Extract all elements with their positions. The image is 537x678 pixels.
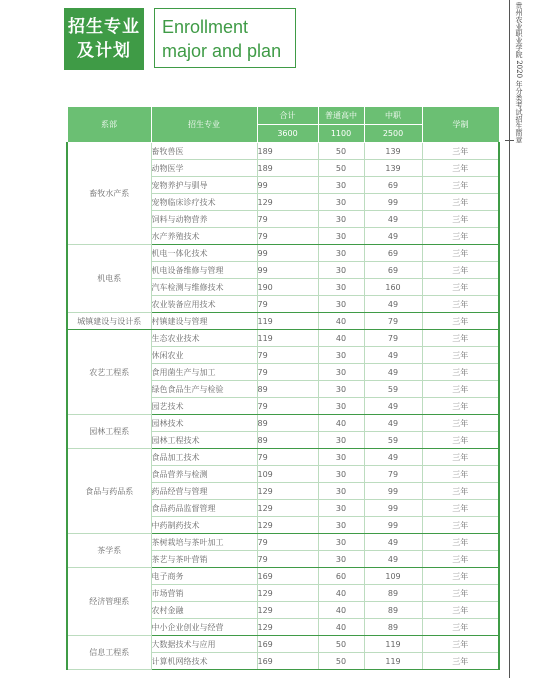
- duration-cell: 三年: [422, 534, 499, 551]
- secondary-cell: 119: [364, 636, 422, 653]
- total-cell: 119: [257, 330, 318, 347]
- secondary-cell: 139: [364, 143, 422, 160]
- table-row: [67, 245, 499, 262]
- general-cell: 40: [318, 602, 364, 619]
- side-divider: [509, 0, 510, 678]
- total-cell: 79: [257, 398, 318, 415]
- major-cell: 休闲农业: [151, 347, 257, 364]
- secondary-cell: 89: [364, 619, 422, 636]
- general-cell: 30: [318, 279, 364, 296]
- table-row: [67, 313, 499, 330]
- general-cell: 40: [318, 415, 364, 432]
- dept-cell: 茶学系: [67, 534, 151, 568]
- header-major: 招生专业: [151, 107, 257, 143]
- secondary-cell: 99: [364, 500, 422, 517]
- major-cell: 中药制药技术: [151, 517, 257, 534]
- duration-cell: 三年: [422, 330, 499, 347]
- dept-cell: 信息工程系: [67, 636, 151, 670]
- duration-cell: 三年: [422, 262, 499, 279]
- general-cell: 40: [318, 585, 364, 602]
- major-cell: 饲料与动物营养: [151, 211, 257, 228]
- major-cell: 水产养殖技术: [151, 228, 257, 245]
- general-cell: 50: [318, 143, 364, 160]
- secondary-cell: 49: [364, 211, 422, 228]
- secondary-cell: 49: [364, 364, 422, 381]
- major-cell: 食品加工技术: [151, 449, 257, 466]
- major-cell: 畜牧兽医: [151, 143, 257, 160]
- total-cell: 129: [257, 585, 318, 602]
- general-cell: 30: [318, 466, 364, 483]
- major-cell: 农村金融: [151, 602, 257, 619]
- general-cell: 30: [318, 177, 364, 194]
- total-cell: 169: [257, 653, 318, 670]
- total-cell: 79: [257, 347, 318, 364]
- secondary-cell: 49: [364, 449, 422, 466]
- general-cell: 30: [318, 449, 364, 466]
- dept-cell: 机电系: [67, 245, 151, 313]
- secondary-cell: 49: [364, 415, 422, 432]
- table-row: [67, 143, 499, 160]
- duration-cell: 三年: [422, 313, 499, 330]
- title-english-line1: Enrollment: [162, 17, 249, 37]
- total-cell: 89: [257, 415, 318, 432]
- general-cell: 30: [318, 483, 364, 500]
- total-cell: 190: [257, 279, 318, 296]
- duration-cell: 三年: [422, 160, 499, 177]
- table-header: [67, 107, 499, 143]
- major-cell: 园林技术: [151, 415, 257, 432]
- header-dept: 系部: [67, 107, 151, 143]
- major-cell: 大数据技术与应用: [151, 636, 257, 653]
- general-cell: 30: [318, 551, 364, 568]
- secondary-cell: 59: [364, 381, 422, 398]
- major-cell: 食品药品监督管理: [151, 500, 257, 517]
- secondary-cell: 139: [364, 160, 422, 177]
- secondary-cell: 79: [364, 466, 422, 483]
- secondary-cell: 69: [364, 262, 422, 279]
- duration-cell: 三年: [422, 483, 499, 500]
- dept-cell: 农艺工程系: [67, 330, 151, 415]
- total-cell: 109: [257, 466, 318, 483]
- duration-cell: 三年: [422, 466, 499, 483]
- general-cell: 50: [318, 636, 364, 653]
- duration-cell: 三年: [422, 500, 499, 517]
- secondary-cell: 49: [364, 347, 422, 364]
- total-cell: 89: [257, 432, 318, 449]
- title-chinese-line2: 及计划: [77, 41, 131, 61]
- general-cell: 30: [318, 245, 364, 262]
- secondary-cell: 160: [364, 279, 422, 296]
- enrollment-table: [66, 106, 500, 670]
- table-row: [67, 449, 499, 466]
- total-cell: 79: [257, 296, 318, 313]
- major-cell: 宠物临床诊疗技术: [151, 194, 257, 211]
- secondary-cell: 79: [364, 313, 422, 330]
- duration-cell: 三年: [422, 279, 499, 296]
- general-cell: 40: [318, 330, 364, 347]
- secondary-cell: 89: [364, 602, 422, 619]
- dept-cell: 城镇建设与设计系: [67, 313, 151, 330]
- major-cell: 汽车检测与维修技术: [151, 279, 257, 296]
- secondary-cell: 89: [364, 585, 422, 602]
- general-cell: 30: [318, 262, 364, 279]
- duration-cell: 三年: [422, 347, 499, 364]
- header-general: 普通高中: [318, 107, 364, 125]
- general-cell: 30: [318, 228, 364, 245]
- total-cell: 129: [257, 602, 318, 619]
- secondary-cell: 69: [364, 245, 422, 262]
- general-cell: 50: [318, 653, 364, 670]
- total-cell: 79: [257, 534, 318, 551]
- total-cell: 189: [257, 160, 318, 177]
- header-secondary: 中职: [364, 107, 422, 125]
- major-cell: 市场营销: [151, 585, 257, 602]
- table-row: [67, 636, 499, 653]
- dept-cell: 经济管理系: [67, 568, 151, 636]
- duration-cell: 三年: [422, 585, 499, 602]
- secondary-cell: 59: [364, 432, 422, 449]
- major-cell: 机电设备维修与管理: [151, 262, 257, 279]
- total-cell: 99: [257, 177, 318, 194]
- major-cell: 食用菌生产与加工: [151, 364, 257, 381]
- secondary-cell: 109: [364, 568, 422, 585]
- table-body: [67, 143, 499, 670]
- duration-cell: 三年: [422, 228, 499, 245]
- major-cell: 生态农业技术: [151, 330, 257, 347]
- secondary-cell: 49: [364, 551, 422, 568]
- major-cell: 农业装备应用技术: [151, 296, 257, 313]
- general-cell: 30: [318, 296, 364, 313]
- total-cell: 79: [257, 364, 318, 381]
- general-cell: 30: [318, 194, 364, 211]
- major-cell: 茶树栽培与茶叶加工: [151, 534, 257, 551]
- table-row: [67, 534, 499, 551]
- major-cell: 村镇建设与管理: [151, 313, 257, 330]
- duration-cell: 三年: [422, 245, 499, 262]
- major-cell: 茶艺与茶叶营销: [151, 551, 257, 568]
- title-english-line2: major and plan: [162, 41, 282, 61]
- duration-cell: 三年: [422, 415, 499, 432]
- header-total: 合计: [257, 107, 318, 125]
- secondary-cell: 99: [364, 517, 422, 534]
- title-chinese: [64, 8, 144, 70]
- major-cell: 园林工程技术: [151, 432, 257, 449]
- duration-cell: 三年: [422, 398, 499, 415]
- duration-cell: 三年: [422, 432, 499, 449]
- secondary-cell: 99: [364, 194, 422, 211]
- table-row: [67, 415, 499, 432]
- total-cell: 79: [257, 228, 318, 245]
- total-cell: 79: [257, 449, 318, 466]
- general-cell: 30: [318, 211, 364, 228]
- major-cell: 动物医学: [151, 160, 257, 177]
- duration-cell: 三年: [422, 177, 499, 194]
- general-cell: 30: [318, 432, 364, 449]
- general-cell: 50: [318, 160, 364, 177]
- side-running-title: 贵州农业职业学院 2020 年分类考试招生简章: [515, 2, 523, 144]
- duration-cell: 三年: [422, 381, 499, 398]
- major-cell: 机电一体化技术: [151, 245, 257, 262]
- major-cell: 宠物养护与驯导: [151, 177, 257, 194]
- total-cell: 79: [257, 211, 318, 228]
- general-cell: 30: [318, 534, 364, 551]
- header-total-count: 3600: [257, 125, 318, 143]
- general-cell: 30: [318, 398, 364, 415]
- general-cell: 30: [318, 517, 364, 534]
- general-cell: 40: [318, 313, 364, 330]
- general-cell: 30: [318, 364, 364, 381]
- table-row: [67, 330, 499, 347]
- total-cell: 169: [257, 568, 318, 585]
- duration-cell: 三年: [422, 619, 499, 636]
- total-cell: 129: [257, 483, 318, 500]
- total-cell: 129: [257, 619, 318, 636]
- duration-cell: 三年: [422, 551, 499, 568]
- duration-cell: 三年: [422, 568, 499, 585]
- total-cell: 99: [257, 245, 318, 262]
- major-cell: 食品营养与检测: [151, 466, 257, 483]
- major-cell: 园艺技术: [151, 398, 257, 415]
- secondary-cell: 119: [364, 653, 422, 670]
- dept-cell: 畜牧水产系: [67, 143, 151, 245]
- total-cell: 129: [257, 194, 318, 211]
- general-cell: 60: [318, 568, 364, 585]
- duration-cell: 三年: [422, 143, 499, 160]
- duration-cell: 三年: [422, 194, 499, 211]
- title-chinese-line1: 招生专业: [68, 17, 140, 37]
- secondary-cell: 49: [364, 228, 422, 245]
- duration-cell: 三年: [422, 296, 499, 313]
- secondary-cell: 79: [364, 330, 422, 347]
- total-cell: 89: [257, 381, 318, 398]
- duration-cell: 三年: [422, 449, 499, 466]
- header-duration: 学制: [422, 107, 499, 143]
- table-row: [67, 568, 499, 585]
- general-cell: 30: [318, 347, 364, 364]
- major-cell: 中小企业创业与经营: [151, 619, 257, 636]
- major-cell: 计算机网络技术: [151, 653, 257, 670]
- major-cell: 药品经营与管理: [151, 483, 257, 500]
- general-cell: 40: [318, 619, 364, 636]
- total-cell: 169: [257, 636, 318, 653]
- dept-cell: 园林工程系: [67, 415, 151, 449]
- duration-cell: 三年: [422, 364, 499, 381]
- total-cell: 129: [257, 500, 318, 517]
- secondary-cell: 99: [364, 483, 422, 500]
- duration-cell: 三年: [422, 602, 499, 619]
- total-cell: 99: [257, 262, 318, 279]
- dept-cell: 食品与药品系: [67, 449, 151, 534]
- major-cell: 电子商务: [151, 568, 257, 585]
- duration-cell: 三年: [422, 211, 499, 228]
- secondary-cell: 49: [364, 296, 422, 313]
- total-cell: 79: [257, 551, 318, 568]
- major-cell: 绿色食品生产与检验: [151, 381, 257, 398]
- duration-cell: 三年: [422, 636, 499, 653]
- title-english: [154, 8, 296, 68]
- duration-cell: 三年: [422, 517, 499, 534]
- general-cell: 30: [318, 381, 364, 398]
- secondary-cell: 69: [364, 177, 422, 194]
- total-cell: 129: [257, 517, 318, 534]
- general-cell: 30: [318, 500, 364, 517]
- header-general-count: 1100: [318, 125, 364, 143]
- total-cell: 119: [257, 313, 318, 330]
- secondary-cell: 49: [364, 534, 422, 551]
- total-cell: 189: [257, 143, 318, 160]
- secondary-cell: 49: [364, 398, 422, 415]
- duration-cell: 三年: [422, 653, 499, 670]
- header-secondary-count: 2500: [364, 125, 422, 143]
